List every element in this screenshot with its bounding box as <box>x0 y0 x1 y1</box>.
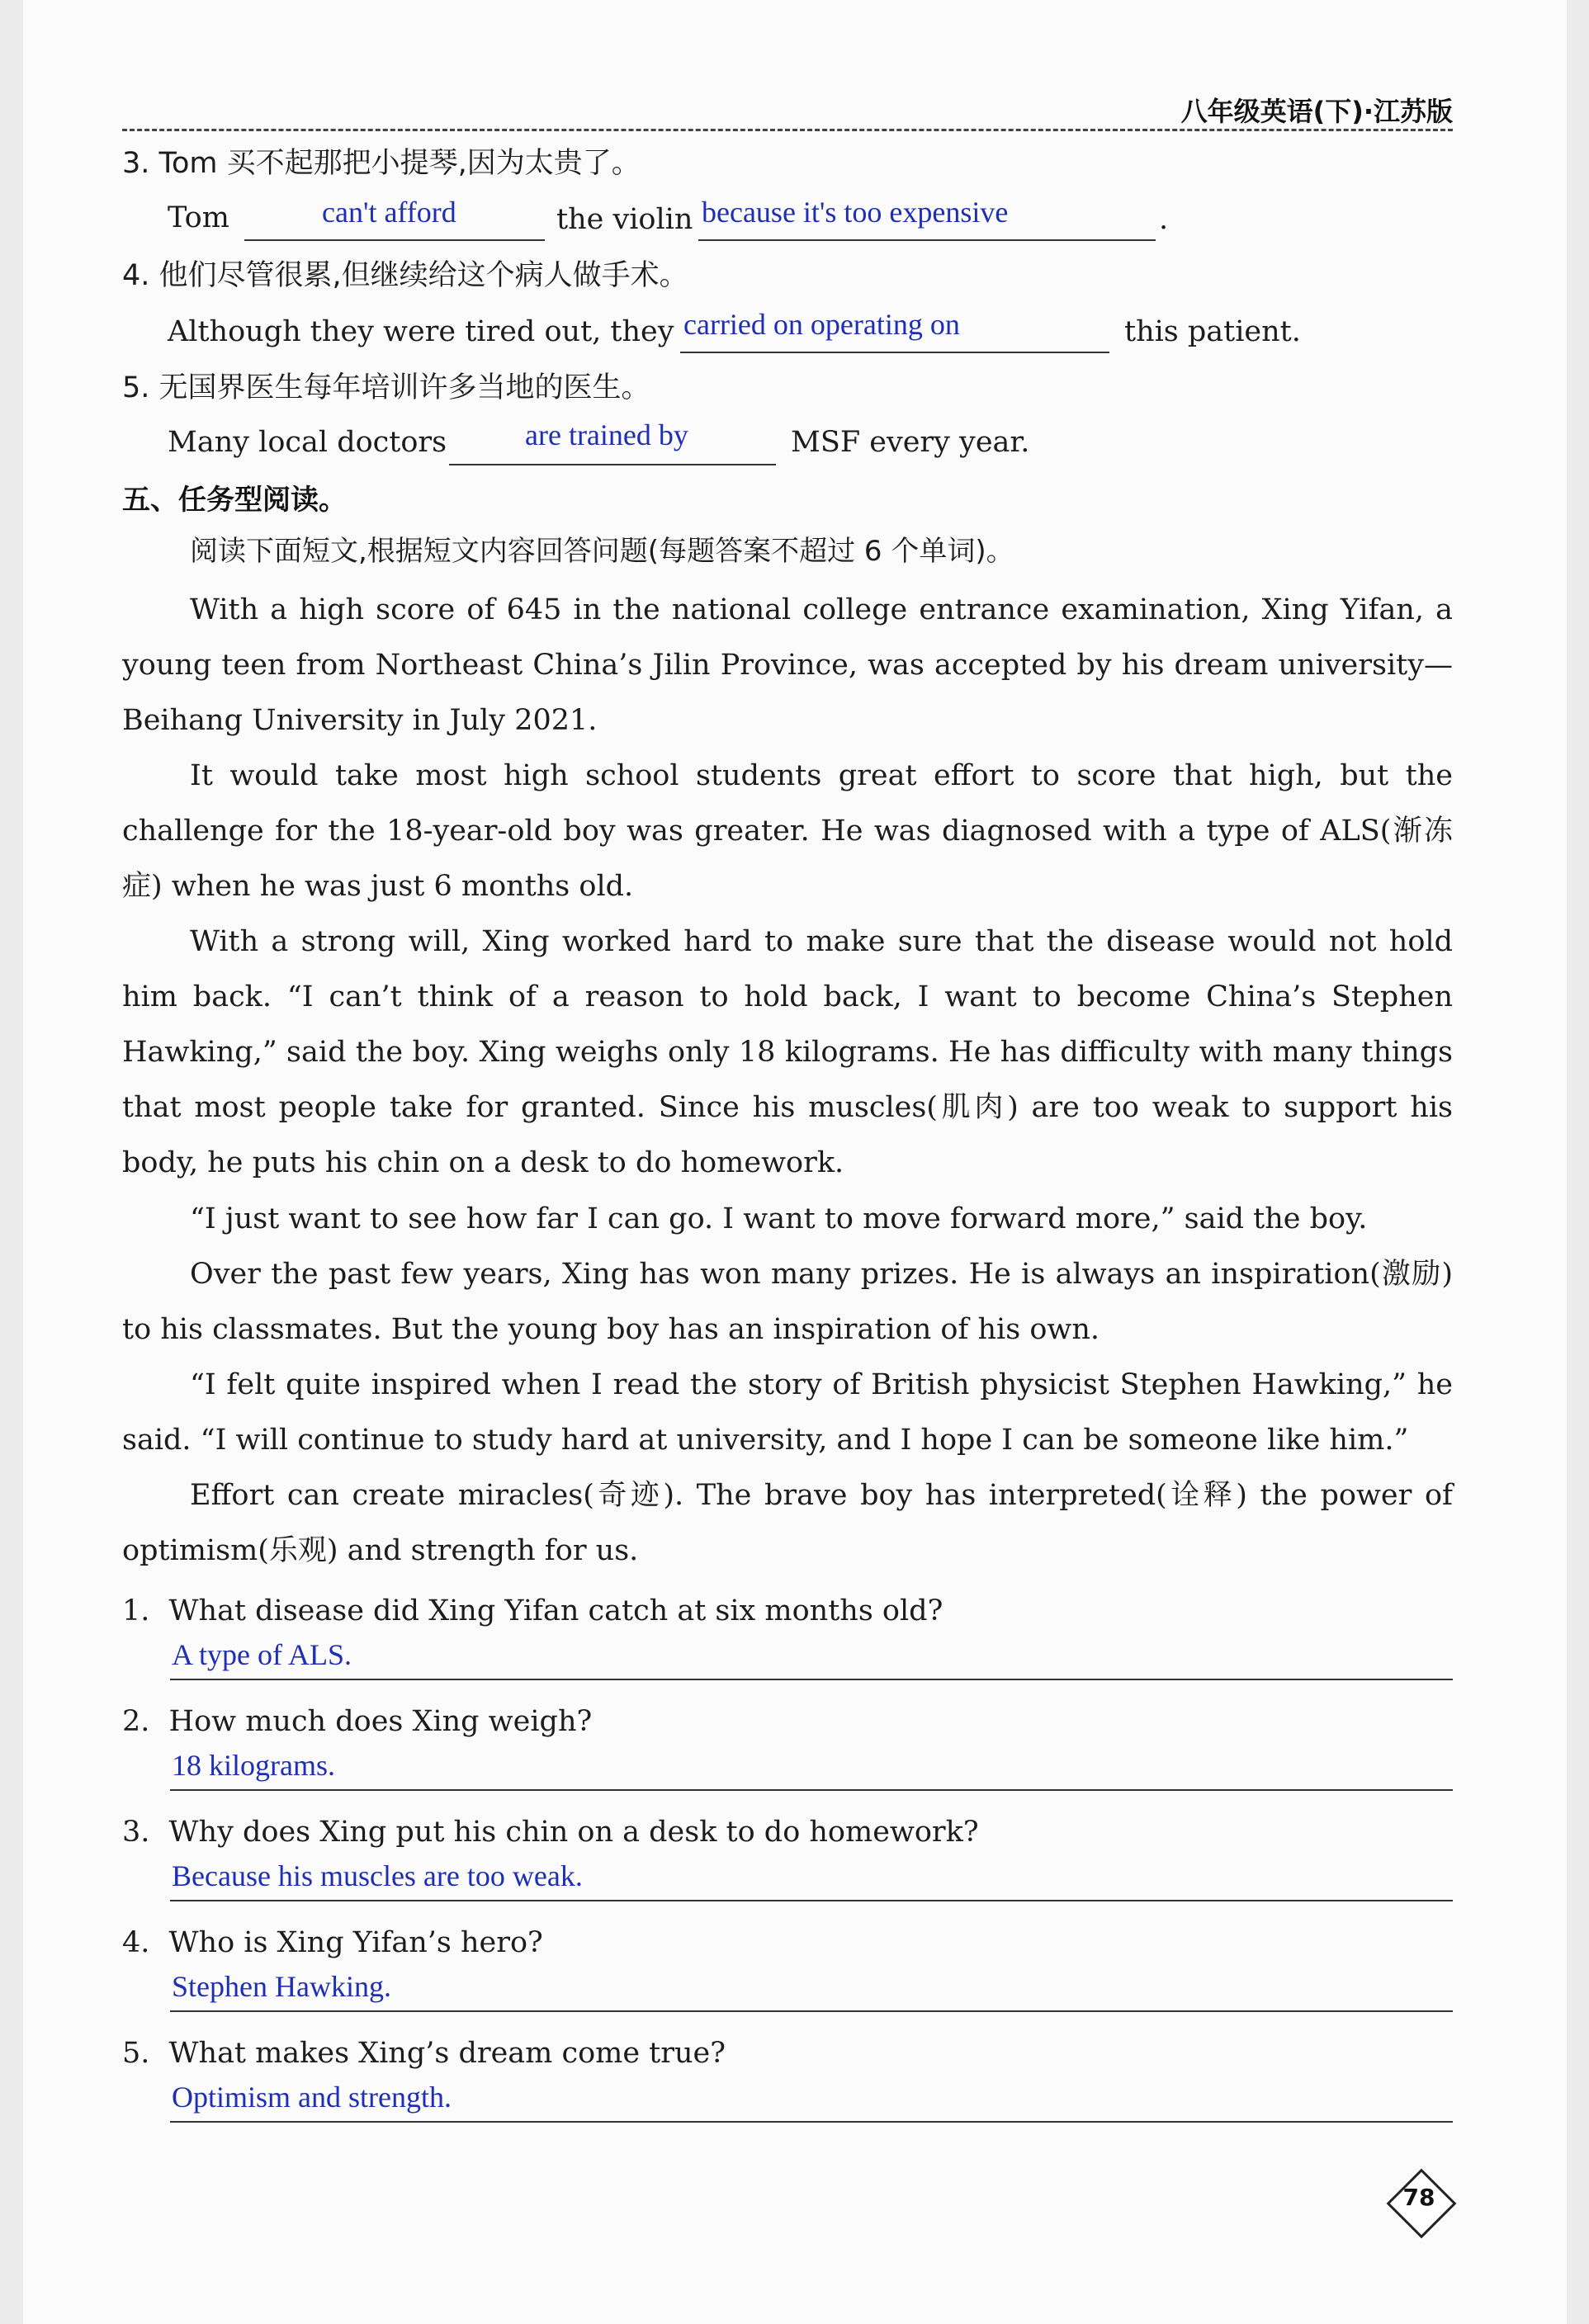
answer-line-5[interactable] <box>170 2121 1453 2123</box>
answer-line-4[interactable] <box>170 2010 1453 2012</box>
item-5-sentence-start: Many local doctors <box>168 426 447 459</box>
passage-paragraph-2: It would take most high school students great effort to score that high, but the challenge for the 18-year-old boy was greater. He was diagnosed with a type of ALS(渐冻症) when he was just 6 months old. <box>122 759 1453 903</box>
question-text: How much does Xing weigh? <box>168 1705 593 1738</box>
question-text: What disease did Xing Yifan catch at six months old? <box>168 1594 943 1627</box>
passage-paragraph-4: “I just want to see how far I can go. I want to move forward more,” said the boy. <box>190 1202 1368 1235</box>
item-prompt: Tom 买不起那把小提琴,因为太贵了。 <box>158 147 641 180</box>
item-4-sentence-end: this patient. <box>1124 315 1301 348</box>
passage-paragraph-6: “I felt quite inspired when I read the story of British physicist Stephen Hawking,” he said. “I will continue to study hard at university, and I hope I can be someone like him.” <box>122 1368 1453 1457</box>
question-number: 1. <box>122 1594 150 1627</box>
book-title: 八年级英语(下)·江苏版 <box>1180 96 1453 127</box>
question-number: 3. <box>122 1816 150 1849</box>
question-1 <box>122 1593 943 1629</box>
answer-2: 18 kilograms. <box>172 1749 335 1782</box>
item-prompt: 无国界医生每年培训许多当地的医生。 <box>158 371 650 404</box>
passage-paragraph-3: With a strong will, Xing worked hard to make sure that the disease would not hold him back. “I can’t think of a reason to hold back, I want to become China’s Stephen Hawking,” said the boy. Xing weighs only 18 kilograms. He has difficulty with many things that most people take for granted. Since his muscles(肌肉) are too weak to support his body, he puts his chin on a desk to do homework. <box>122 925 1453 1179</box>
answer-line-1[interactable] <box>170 1679 1453 1680</box>
item-prompt: 他们尽管很累,但继续给这个病人做手术。 <box>158 259 688 292</box>
page-number: 78 <box>1402 2184 1435 2211</box>
answer-1: A type of ALS. <box>172 1638 352 1671</box>
answer-line-2[interactable] <box>170 1789 1453 1791</box>
question-2 <box>122 1703 592 1740</box>
workbook-page <box>23 0 1567 2324</box>
section-title: 五、任务型阅读。 <box>122 484 347 517</box>
answer-5: Optimism and strength. <box>172 2081 452 2114</box>
item-5-answer: are trained by <box>525 418 688 451</box>
item-number: 5. <box>122 371 150 404</box>
item-3-period: . <box>1159 203 1169 236</box>
passage-paragraph-5: Over the past few years, Xing has won many prizes. He is always an inspiration(激励) to his classmates. But the young boy has an inspiration of his own. <box>122 1258 1453 1346</box>
item-3-chinese <box>122 145 641 182</box>
page-header <box>122 87 1453 131</box>
question-number: 5. <box>122 2037 150 2070</box>
question-number: 2. <box>122 1705 150 1738</box>
question-number: 4. <box>122 1926 150 1959</box>
item-5-chinese <box>122 370 650 406</box>
answer-3: Because his muscles are too weak. <box>172 1859 583 1892</box>
passage-paragraph-7: Effort can create miracles(奇迹). The brave boy has interpreted(诠释) the power of optimism(乐观) and strength for us. <box>122 1479 1453 1567</box>
item-3-label-tom: Tom <box>168 201 229 234</box>
section-instruction: 阅读下面短文,根据短文内容回答问题(每题答案不超过 6 个单词)。 <box>190 535 1014 568</box>
item-5-sentence-end: MSF every year. <box>791 426 1030 459</box>
answer-line-3[interactable] <box>170 1900 1453 1901</box>
answer-4: Stephen Hawking. <box>172 1970 391 2003</box>
item-number: 4. <box>122 259 150 292</box>
item-3-answer-2: because it's too expensive <box>702 196 1009 229</box>
item-4-chinese <box>122 257 688 294</box>
passage-paragraph-1: With a high score of 645 in the national college entrance examination, Xing Yifan, a young teen from Northeast China’s Jilin Province, was accepted by his dream university—Beihang University in July 2021. <box>122 593 1453 737</box>
item-number: 3. <box>122 147 150 180</box>
question-text: Why does Xing put his chin on a desk to do homework? <box>168 1816 979 1849</box>
question-5 <box>122 2035 726 2071</box>
question-text: Who is Xing Yifan’s hero? <box>168 1926 543 1959</box>
question-3 <box>122 1814 979 1850</box>
item-3-label-violin: the violin <box>556 203 693 236</box>
item-4-answer: carried on operating on <box>683 308 960 341</box>
question-4 <box>122 1925 543 1961</box>
page-number-badge <box>1385 2167 1453 2235</box>
item-4-sentence-start: Although they were tired out, they <box>168 315 674 348</box>
item-3-answer-1: can't afford <box>322 196 456 229</box>
question-text: What makes Xing’s dream come true? <box>168 2037 726 2070</box>
